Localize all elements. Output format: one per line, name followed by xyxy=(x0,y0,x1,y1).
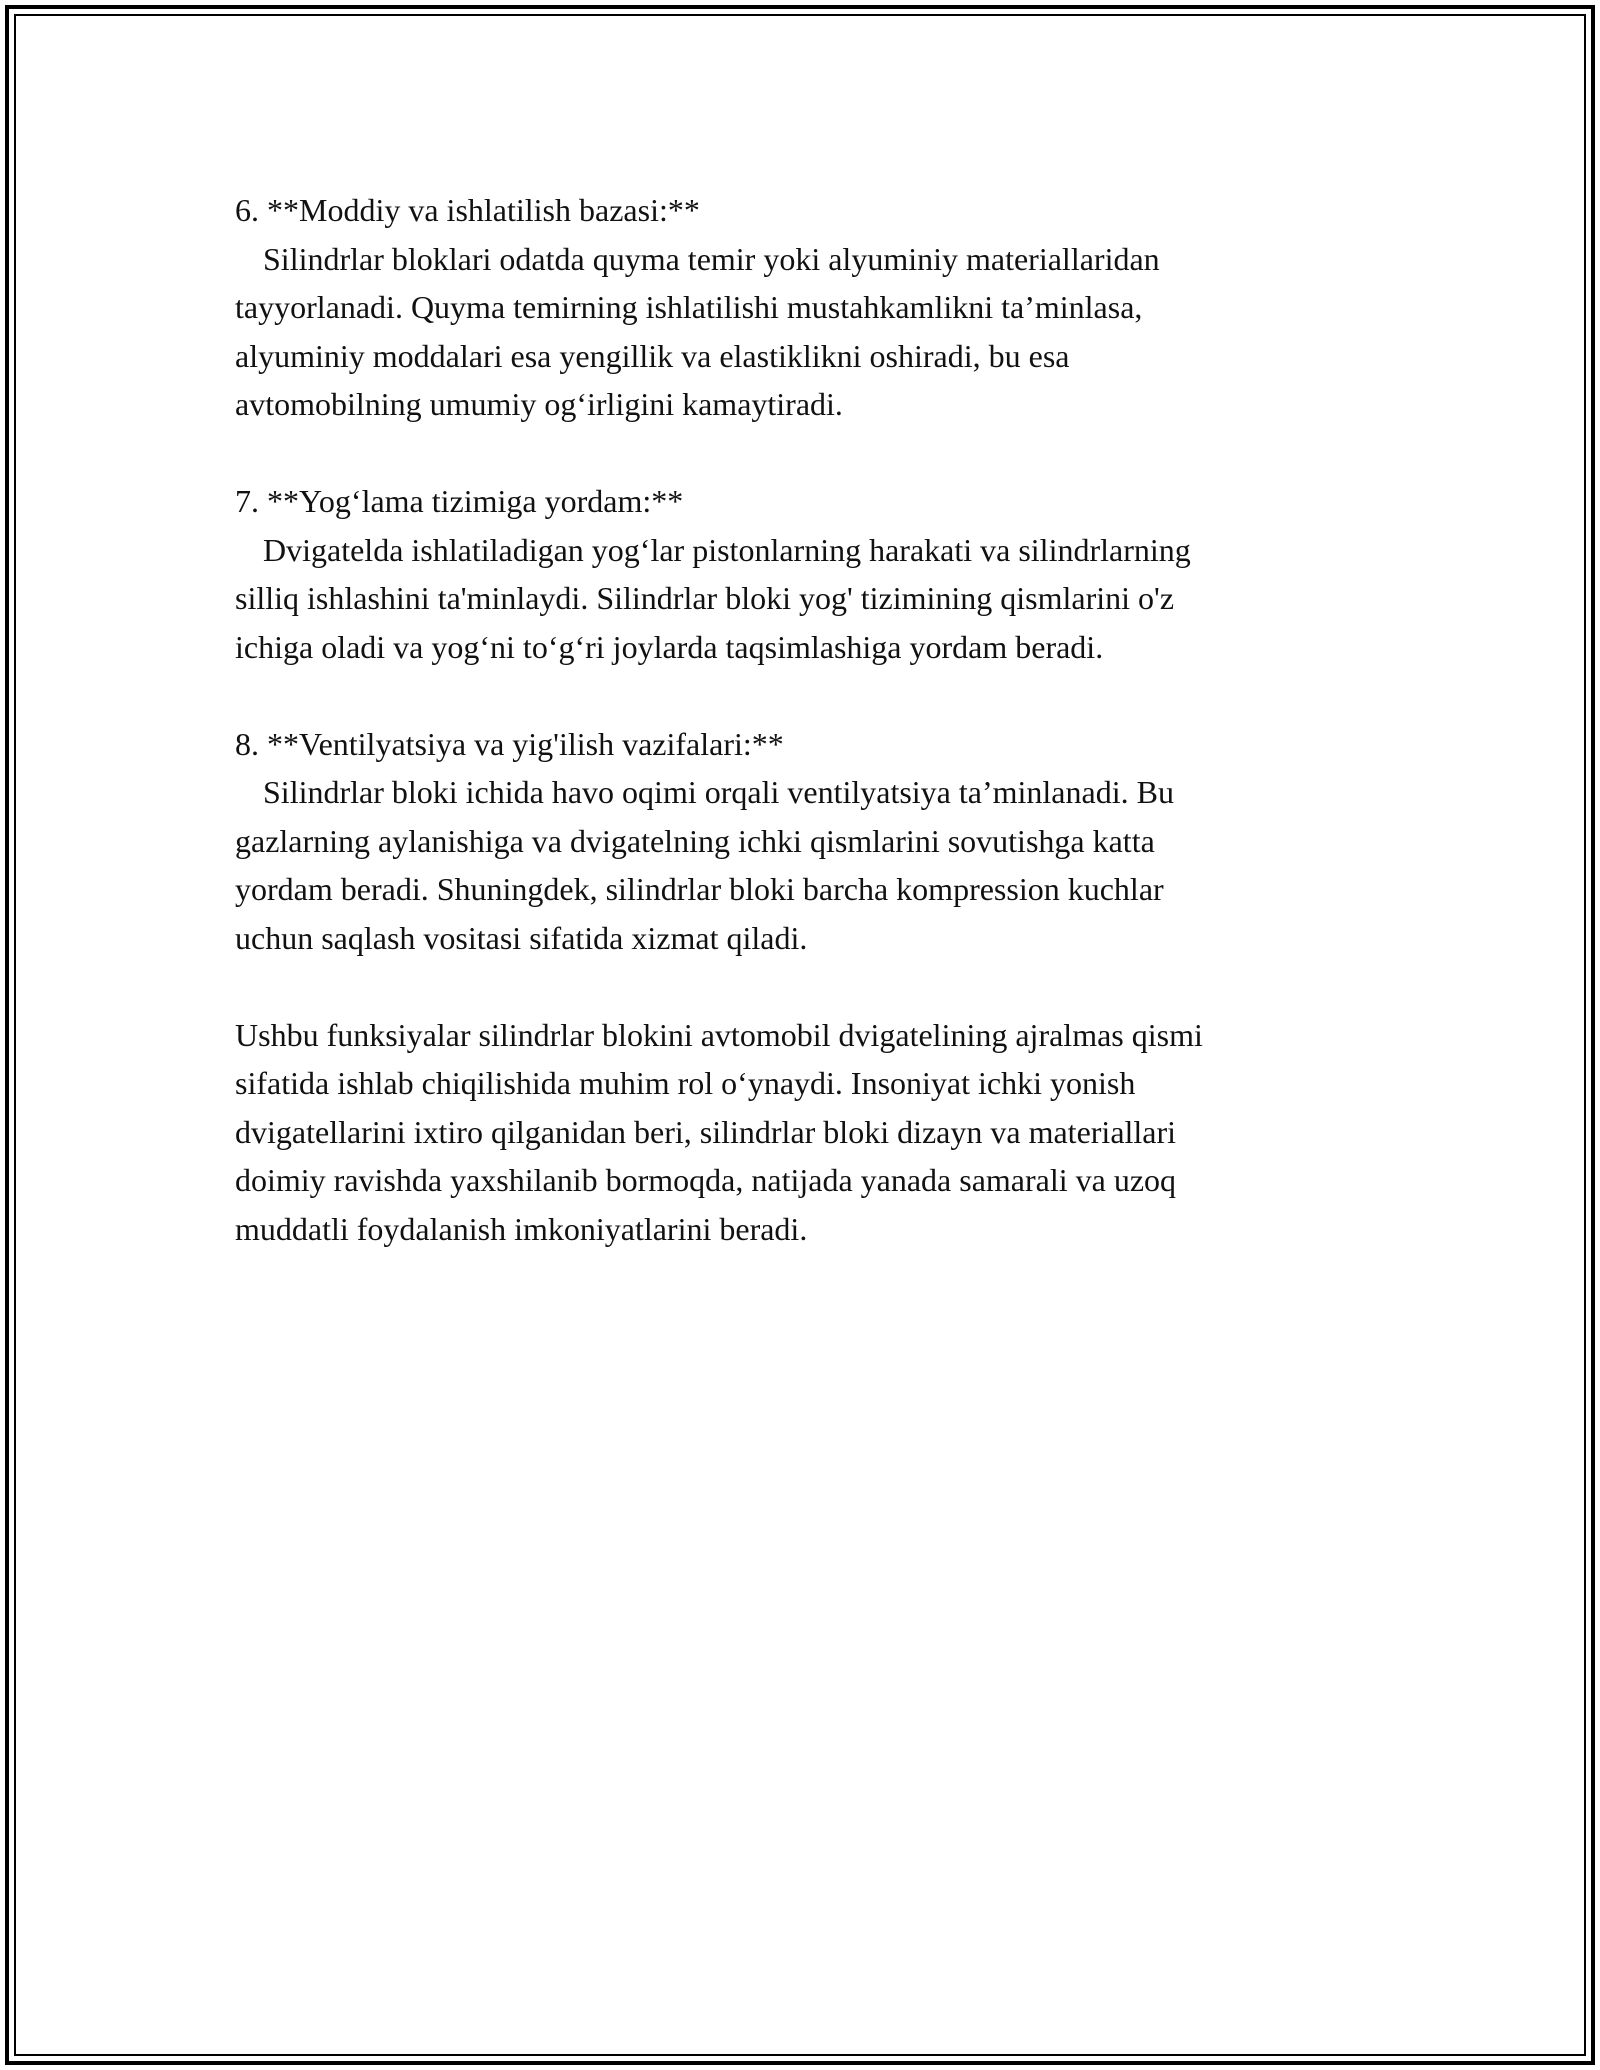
paragraph-line: Silindrlar bloki ichida havo oqimi orqali ventilyatsiya ta’minlanadi. Bu xyxy=(263,774,1174,810)
paragraph-line: uchun saqlash vositasi sifatida xizmat qiladi. xyxy=(235,919,808,956)
paragraph-line: yordam beradi. Shuningdek, silindrlar bloki barcha kompression kuchlar xyxy=(235,871,1164,907)
paragraph-line: Ushbu funksiyalar silindrlar blokini avtomobil dvigatelining ajralmas qismi xyxy=(235,1016,1203,1053)
paragraph-line: gazlarning aylanishiga va dvigatelning ichki qismlarini sovutishga katta xyxy=(235,822,1155,859)
conclusion-paragraph xyxy=(235,1011,1375,1254)
paragraph-line: alyuminiy moddalari esa yengillik va elastiklikni oshiradi, bu esa xyxy=(235,337,1070,374)
paragraph-line: tayyorlanadi. Quyma temirning ishlatilishi mustahkamlikni ta’minlasa, xyxy=(235,289,1143,325)
document-body xyxy=(235,186,1375,1302)
paragraph-line: avtomobilning umumiy og‘irligini kamaytiradi. xyxy=(235,386,843,422)
section-heading: 7. **Yog‘lama tizimiga yordam:** xyxy=(235,483,684,519)
paragraph-line: Silindrlar bloklari odatda quyma temir yoki alyuminiy materiallaridan xyxy=(263,240,1160,277)
paragraph-line: dvigatellarini ixtiro qilganidan beri, silindrlar bloki dizayn va materiallari xyxy=(235,1113,1177,1150)
section-heading: 8. **Ventilyatsiya va yig'ilish vazifalari:** xyxy=(235,725,784,762)
paragraph-line: doimiy ravishda yaxshilanib bormoqda, natijada yanada samarali va uzoq xyxy=(235,1162,1177,1198)
paragraph-line: silliq ishlashini ta'minlaydi. Silindrlar bloki yog' tizimining qismlarini o'z xyxy=(235,580,1175,616)
section-8 xyxy=(235,720,1375,963)
section-7 xyxy=(235,477,1375,671)
paragraph-line: Dvigatelda ishlatiladigan yog‘lar pistonlarning harakati va silindrlarning xyxy=(263,531,1191,568)
paragraph-line: muddatli foydalanish imkoniyatlarini beradi. xyxy=(235,1210,808,1247)
paragraph-line: ichiga oladi va yog‘ni to‘g‘ri joylarda taqsimlashiga yordam beradi. xyxy=(235,628,1104,665)
section-6 xyxy=(235,186,1375,429)
paragraph-line: sifatida ishlab chiqilishida muhim rol o‘ynaydi. Insoniyat ichki yonish xyxy=(235,1065,1136,1101)
section-heading: 6. **Moddiy va ishlatilish bazasi:** xyxy=(235,192,700,228)
